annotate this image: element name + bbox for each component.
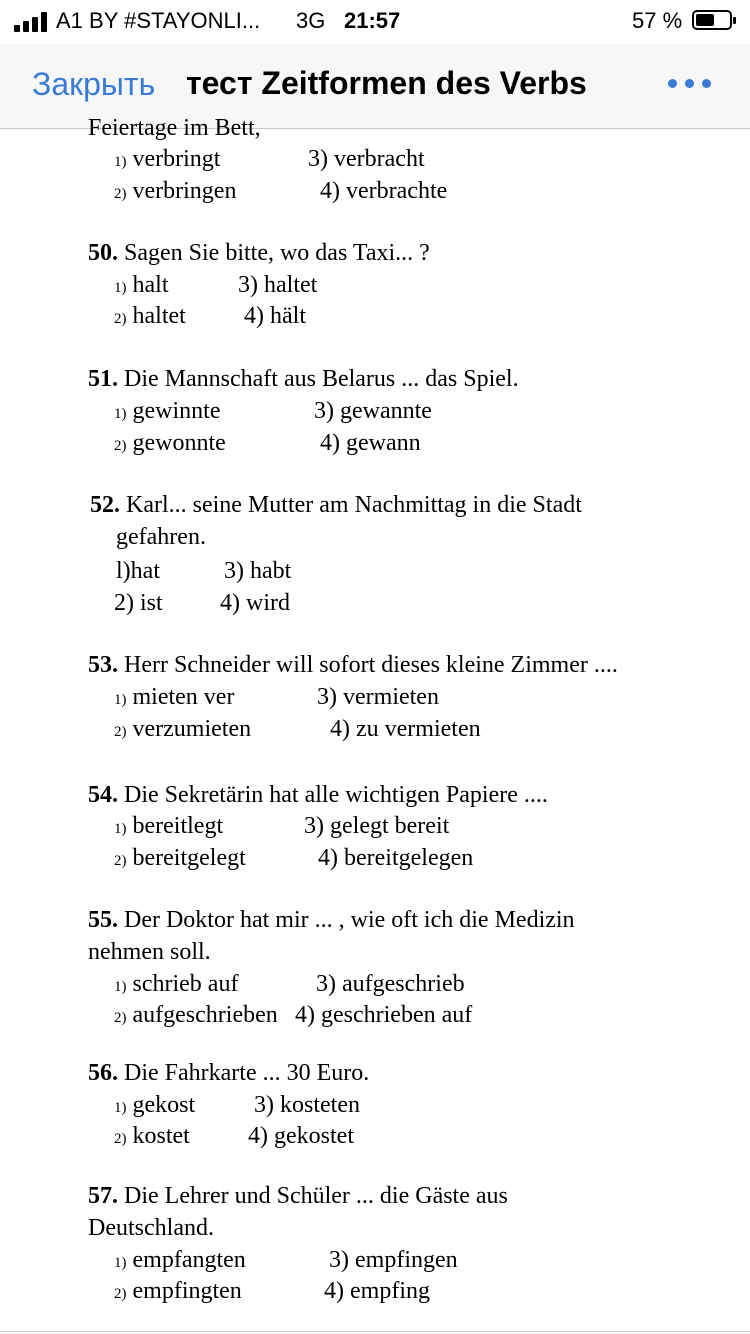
battery-percent: 57 % bbox=[632, 8, 683, 33]
question-55: 55. Der Doktor hat mir ... , wie oft ich die Medizin bbox=[88, 907, 575, 933]
status-time: 21:57 bbox=[344, 8, 401, 33]
close-button[interactable]: Закрыть bbox=[32, 66, 156, 102]
option: 3) vermieten bbox=[317, 684, 439, 710]
option: 3) verbracht bbox=[308, 146, 425, 172]
document-viewer[interactable] bbox=[0, 115, 750, 1334]
option: 1) halt bbox=[114, 272, 169, 298]
option: 3) kosteten bbox=[254, 1092, 360, 1118]
question-50: 50. Sagen Sie bitte, wo das Taxi... ? bbox=[88, 240, 430, 266]
signal-strength-icon bbox=[14, 12, 50, 32]
option: 2) aufgeschrieben bbox=[114, 1002, 278, 1028]
question-52: 52. Karl... seine Mutter am Nachmittag in die Stadt bbox=[90, 492, 582, 518]
option: 4) gekostet bbox=[248, 1123, 354, 1149]
option: 2) bereitgelegt bbox=[114, 845, 246, 871]
network-type: 3G bbox=[296, 8, 326, 33]
page-title: тест Zeitformen des Verbs bbox=[186, 65, 587, 101]
status-bar bbox=[0, 0, 750, 44]
option: 1) empfangten bbox=[114, 1247, 246, 1273]
question-55-continued: nehmen soll. bbox=[88, 939, 211, 965]
option: 3) haltet bbox=[238, 272, 318, 298]
option: 3) gewannte bbox=[314, 398, 432, 424]
option: l)hat bbox=[116, 558, 160, 584]
option: 4) hält bbox=[244, 303, 306, 329]
option: 1) mieten ver bbox=[114, 684, 235, 710]
option: 1) gekost bbox=[114, 1092, 196, 1118]
option: 2) verzumieten bbox=[114, 716, 252, 742]
question-56: 56. Die Fahrkarte ... 30 Euro. bbox=[88, 1060, 370, 1086]
option: 4) empfing bbox=[324, 1278, 430, 1304]
option: 4) verbrachte bbox=[320, 178, 448, 204]
option: 3) habt bbox=[224, 558, 292, 584]
partial-question-text: Feiertage im Bett, bbox=[88, 115, 261, 141]
question-54: 54. Die Sekretärin hat alle wichtigen Papiere .... bbox=[88, 782, 548, 808]
option: 1) bereitlegt bbox=[114, 813, 224, 839]
option: 4) gewann bbox=[320, 430, 421, 456]
option: 4) geschrieben auf bbox=[295, 1002, 473, 1028]
bottom-divider bbox=[0, 1331, 750, 1332]
question-51: 51. Die Mannschaft aus Belarus ... das Spiel. bbox=[88, 366, 519, 392]
option: 1) gewinnte bbox=[114, 398, 221, 424]
option: 2) haltet bbox=[114, 303, 186, 329]
option: 2) gewonnte bbox=[114, 430, 226, 456]
option: 2) empfingten bbox=[114, 1278, 242, 1304]
question-57-continued: Deutschland. bbox=[88, 1215, 214, 1241]
option: 4) bereitgelegen bbox=[318, 845, 474, 871]
option: 3) gelegt bereit bbox=[304, 813, 450, 839]
option: 4) zu vermieten bbox=[330, 716, 481, 742]
question-57: 57. Die Lehrer und Schüler ... die Gäste aus bbox=[88, 1183, 508, 1209]
battery-icon bbox=[692, 10, 732, 30]
option: 2) kostet bbox=[114, 1123, 190, 1149]
ellipsis-icon[interactable] bbox=[668, 76, 712, 90]
question-52-continued: gefahren. bbox=[116, 524, 206, 550]
question-53: 53. Herr Schneider will sofort dieses kleine Zimmer .... bbox=[88, 652, 618, 678]
option: 2) ist bbox=[114, 590, 163, 616]
option: 2) verbringen bbox=[114, 178, 237, 204]
option: 3) empfingen bbox=[329, 1247, 458, 1273]
option: 1) verbringt bbox=[114, 146, 221, 172]
option: 3) aufgeschrieb bbox=[316, 971, 465, 997]
option: 4) wird bbox=[220, 590, 290, 616]
carrier-name: A1 BY #STAYONLI... bbox=[56, 8, 261, 33]
option: 1) schrieb auf bbox=[114, 971, 239, 997]
